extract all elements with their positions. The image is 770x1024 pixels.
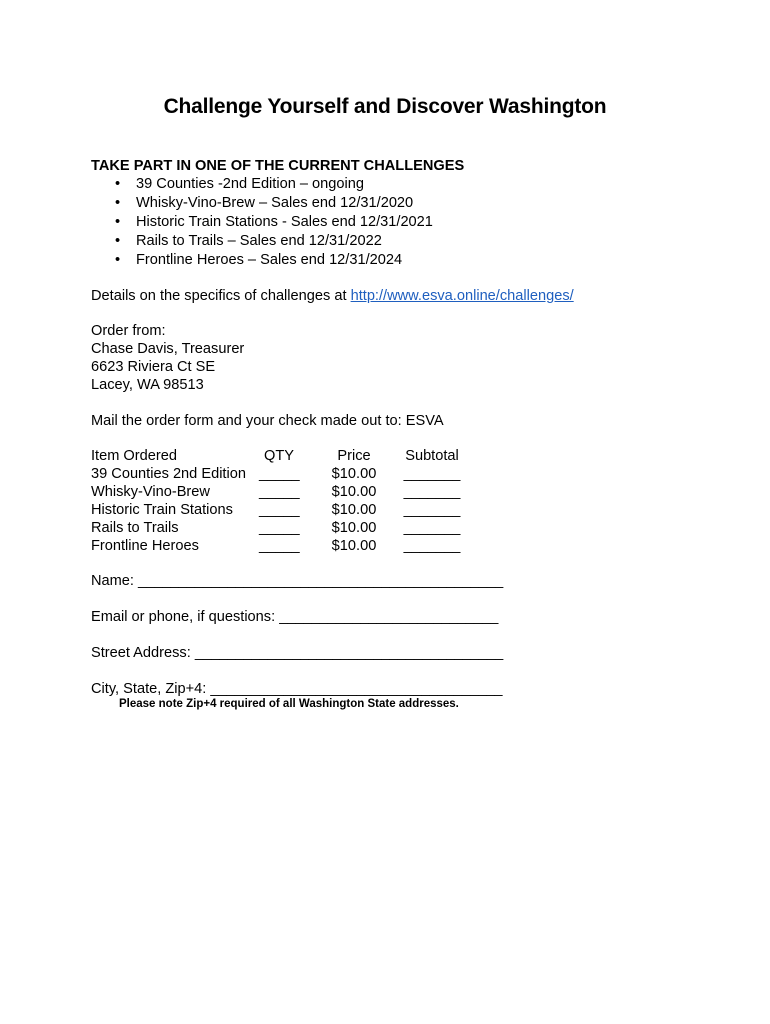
street-address-field[interactable]: Street Address: ______________________________________ — [91, 645, 504, 661]
page-title: Challenge Yourself and Discover Washington — [163, 95, 607, 118]
item-name: 39 Counties 2nd Edition — [91, 466, 246, 482]
table-row — [91, 501, 491, 519]
challenges-list — [91, 175, 433, 270]
item-price: $10.00 — [331, 502, 377, 518]
list-item: • Rails to Trails – Sales end 12/31/2022 — [91, 232, 433, 251]
subtotal-blank[interactable]: _______ — [403, 466, 461, 482]
item-price: $10.00 — [331, 520, 377, 536]
item-name: Rails to Trails — [91, 520, 179, 536]
mail-instructions: Mail the order form and your check made out to: ESVA — [91, 413, 444, 429]
qty-blank[interactable]: _____ — [259, 466, 300, 482]
zip-note: Please note Zip+4 required of all Washington State addresses. — [119, 698, 459, 710]
header-price: Price — [337, 448, 371, 464]
order-from-label: Order from: — [91, 323, 166, 339]
header-item: Item Ordered — [91, 448, 177, 464]
subtotal-blank[interactable]: _______ — [403, 484, 461, 500]
city-state-zip-field[interactable]: City, State, Zip+4: ____________________________________ — [91, 681, 503, 697]
list-item: • Historic Train Stations - Sales end 12/31/2021 — [91, 213, 433, 232]
subtotal-blank[interactable]: _______ — [403, 502, 461, 518]
order-from-block — [91, 322, 244, 394]
name-field[interactable]: Name: _____________________________________________ — [91, 573, 504, 589]
treasurer-name: Chase Davis, Treasurer — [91, 341, 245, 357]
order-table — [91, 447, 491, 555]
subtotal-blank[interactable]: _______ — [403, 538, 461, 554]
table-row — [91, 465, 491, 483]
table-row — [91, 519, 491, 537]
list-item: • Whisky-Vino-Brew – Sales end 12/31/2020 — [91, 194, 433, 213]
qty-blank[interactable]: _____ — [259, 520, 300, 536]
qty-blank[interactable]: _____ — [259, 538, 300, 554]
item-price: $10.00 — [331, 466, 377, 482]
header-subtotal: Subtotal — [405, 448, 459, 464]
item-name: Whisky-Vino-Brew — [91, 484, 210, 500]
city-state-zip: Lacey, WA 98513 — [91, 377, 204, 393]
table-header-row — [91, 447, 491, 465]
item-name: Frontline Heroes — [91, 538, 199, 554]
header-qty: QTY — [264, 448, 294, 464]
challenges-heading: TAKE PART IN ONE OF THE CURRENT CHALLENGES — [91, 158, 465, 174]
subtotal-blank[interactable]: _______ — [403, 520, 461, 536]
contact-field[interactable]: Email or phone, if questions: ___________________________ — [91, 609, 499, 625]
details-line — [91, 287, 574, 305]
list-item: • Frontline Heroes – Sales end 12/31/2024 — [91, 251, 433, 270]
street-address: 6623 Riviera Ct SE — [91, 359, 216, 375]
item-name: Historic Train Stations — [91, 502, 233, 518]
qty-blank[interactable]: _____ — [259, 502, 300, 518]
list-item: • 39 Counties -2nd Edition – ongoing — [91, 175, 433, 194]
qty-blank[interactable]: _____ — [259, 484, 300, 500]
details-text: Details on the specifics of challenges at — [91, 288, 351, 304]
item-price: $10.00 — [331, 484, 377, 500]
table-row — [91, 537, 491, 555]
table-row — [91, 483, 491, 501]
item-price: $10.00 — [331, 538, 377, 554]
challenges-link[interactable]: http://www.esva.online/challenges/ — [350, 288, 574, 304]
